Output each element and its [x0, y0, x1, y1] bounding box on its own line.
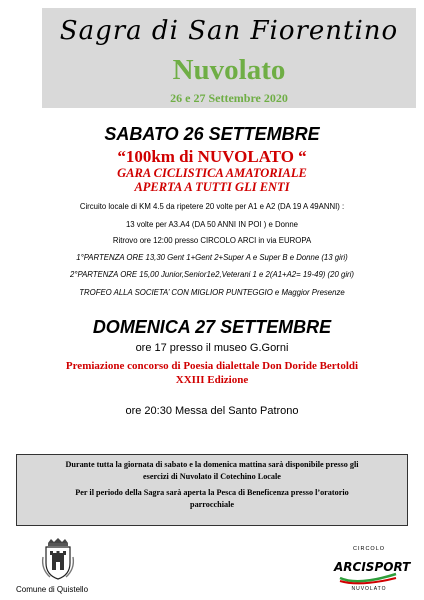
museum-info: ore 17 presso il museo G.Gorni [135, 342, 289, 354]
info-line-1: Durante tutta la giornata di sabato e la domenica mattina sarà disponibile presso gli [65, 460, 359, 469]
arci-nuvolato-text: NUVOLATO [351, 586, 387, 592]
info-line-3: Per il periodo della Sagra sarà aperta la Pesca di Beneficenza presso l’oratorio [75, 488, 349, 497]
trophy-info: TROFEO ALLA SOCIETA’ CON MIGLIOR PUNTEGGIO e Maggior Presenze [79, 288, 345, 297]
start-1: 1°PARTENZA ORE 13,30 Gent 1+Gent 2+Super A e Super B e Donne (13 giri) [76, 253, 348, 262]
info-box [16, 454, 408, 526]
sunday-heading: DOMENICA 27 SETTEMBRE [92, 317, 332, 337]
poetry-edition: XXIII Edizione [175, 374, 249, 386]
meeting-info: Ritrovo ore 12:00 presso CIRCOLO ARCI in via EUROPA [112, 236, 312, 245]
circuit-info-1: Circuito locale di KM 4.5 da ripetere 20 volte per A1 e A2 (DA 19 A 49ANNI) : [79, 202, 345, 211]
header-banner [42, 8, 416, 108]
start-2: 2°PARTENZA ORE 15,00 Junior,Senior1e2,Veterani 1 e 2(A1+A2= 19-49) (20 giri) [70, 270, 354, 279]
event-place: Nuvolato [172, 54, 286, 86]
race-title: “100km di NUVOLATO “ [117, 147, 307, 166]
saturday-heading: SABATO 26 SETTEMBRE [104, 124, 320, 144]
arci-swoosh-icon [338, 572, 398, 586]
circuit-info-2: 13 volte per A3.A4 (DA 50 ANNI IN POI ) e Donne [125, 220, 299, 229]
info-line-2: esercizi di Nuvolato il Cotechino Locale [143, 472, 281, 481]
poetry-award: Premiazione concorso di Poesia dialettale Don Doride Bertoldi [65, 360, 359, 372]
mass-info: ore 20:30 Messa del Santo Patrono [125, 405, 299, 417]
info-line-4: parrocchiale [190, 500, 234, 509]
arci-main-text: ARCISPORT [334, 560, 411, 574]
event-title: Sagra di San Fiorentino [59, 16, 399, 46]
event-dates: 26 e 27 Settembre 2020 [170, 91, 288, 105]
race-open: APERTA A TUTTI GLI ENTI [134, 180, 290, 194]
arci-circolo-text: CIRCOLO [352, 546, 386, 552]
arcisport-logo [334, 546, 411, 598]
race-type: GARA CICLISTICA AMATORIALE [117, 166, 307, 180]
municipal-crest-icon [40, 537, 76, 581]
comune-label: Comune di Quistello [16, 585, 89, 594]
